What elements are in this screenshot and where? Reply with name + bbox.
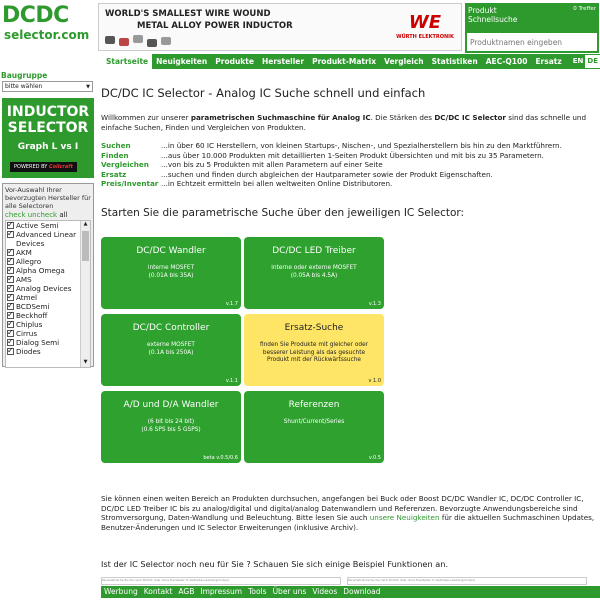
tile-version: v.1.1: [225, 378, 238, 384]
feature-text: ...von bis zu 5 Produkten mit allen Parametern auf einer Seite: [161, 160, 383, 169]
manufacturer-item[interactable]: [6, 338, 79, 347]
manufacturer-item[interactable]: [6, 347, 79, 356]
tile-dcdc-controller[interactable]: [101, 314, 241, 386]
feature-row: [101, 151, 600, 161]
nav-ersatz[interactable]: Ersatz: [535, 57, 562, 66]
manufacturer-item[interactable]: [6, 329, 79, 338]
description-text: [101, 494, 600, 532]
news-link[interactable]: unsere Neuigkeiten: [369, 513, 440, 522]
product-search-input[interactable]: [467, 33, 597, 51]
tile-version: v.0.5: [368, 455, 381, 461]
tile-title: DC/DC Controller: [132, 323, 210, 333]
checkbox[interactable]: [7, 249, 14, 256]
feature-text: ...in Echtzeit ermitteln bei allen weltweiten Online Distributoren.: [161, 179, 393, 188]
feature-row: [101, 170, 600, 180]
quick-search: [465, 3, 599, 53]
manufacturer-name: Chiplus: [16, 320, 43, 329]
manufacturer-name: Active Semi: [16, 221, 59, 230]
language-switch: [571, 55, 600, 68]
manufacturer-scrollbar[interactable]: [80, 221, 90, 367]
checkbox[interactable]: [7, 348, 14, 355]
manufacturer-name: Beckhoff: [16, 311, 48, 320]
tile-ad-da-wandler[interactable]: [101, 391, 241, 463]
tile-title: A/D und D/A Wandler: [123, 400, 219, 410]
example-thumbnail[interactable]: Parametrische Suche nach DC/DC (hier ohne Hersteller IC Getrieben-kartengründen): [101, 577, 341, 585]
nav-aec-q100[interactable]: AEC-Q100: [485, 57, 528, 66]
nav-statistiken[interactable]: Statistiken: [431, 57, 478, 66]
logo-line2: selector.com: [4, 28, 90, 42]
header: [0, 0, 600, 54]
sidebar: [0, 71, 96, 591]
manufacturer-list: [5, 220, 91, 368]
feature-row: [101, 141, 600, 151]
preselect-text: Vor-Auswahl Ihrer bevorzugten Hersteller für alle Selectoren: [5, 186, 91, 210]
tile-referenzen[interactable]: [244, 391, 384, 463]
main-nav: [102, 54, 600, 69]
hits-count: 0 Treffer: [573, 6, 596, 12]
tile-version: v.1.3: [368, 301, 381, 307]
manufacturer-item[interactable]: [6, 293, 79, 302]
checkbox[interactable]: [7, 258, 14, 265]
footer-videos[interactable]: Videos: [312, 587, 338, 596]
tile-version: beta v.0.5/0.6: [203, 455, 238, 461]
intro-part: Willkommen zur unserer: [101, 113, 191, 122]
examples-prompt: Ist der IC Selector noch neu für Sie ? Schauen Sie sich einige Beispiel Funktionen an.: [101, 559, 449, 569]
brand-mark: WE: [408, 12, 442, 33]
manufacturer-name: Diodes: [16, 347, 41, 356]
manufacturer-item[interactable]: [6, 302, 79, 311]
manufacturer-name: Cirrus: [16, 329, 38, 338]
site-logo[interactable]: [2, 4, 96, 52]
tile-subtitle: externe MOSFET (0.1A bis 250A): [147, 342, 195, 356]
nav-hersteller[interactable]: Hersteller: [261, 57, 305, 66]
tile-subtitle: interne oder externe MOSFET (0.05A bis 4.5A): [271, 265, 357, 279]
tile-dcdc-wandler[interactable]: [101, 237, 241, 309]
check-link[interactable]: check: [5, 211, 26, 219]
intro-part: sind das schnelle und einfache Suchen, Finden und Vergleichen von Produkten.: [101, 113, 587, 132]
manufacturer-item[interactable]: [6, 266, 79, 275]
feature-key: Suchen: [101, 141, 131, 150]
baugruppe-select-value: bitte wählen: [5, 83, 43, 90]
scroll-thumb[interactable]: [82, 231, 89, 261]
logo-line1: DCDC: [2, 3, 69, 28]
tile-subtitle: (6 bit bis 24 bit) (0.6 SPS bis 5 GSPS): [141, 419, 201, 433]
checkbox[interactable]: [7, 222, 14, 229]
checkbox[interactable]: [7, 330, 14, 337]
footer-tools[interactable]: Tools: [248, 587, 267, 596]
inductor-chips-image: [105, 34, 175, 48]
all-label: all: [59, 211, 68, 219]
nav-neuigkeiten[interactable]: Neuigkeiten: [156, 57, 208, 66]
lang-en[interactable]: EN: [572, 57, 584, 65]
manufacturer-item[interactable]: [6, 221, 79, 230]
tile-version: v.1.7: [225, 301, 238, 307]
coilcraft-badge: [10, 162, 77, 172]
feature-key: Ersatz: [101, 169, 127, 179]
feature-list: [101, 141, 600, 189]
manufacturer-name: Advanced Linear Devices: [16, 230, 77, 248]
footer-download[interactable]: Download: [343, 587, 381, 596]
tile-title: DC/DC Wandler: [136, 246, 206, 256]
lang-de[interactable]: DE: [585, 55, 600, 68]
checkbox[interactable]: [7, 294, 14, 301]
baugruppe-select[interactable]: [2, 81, 93, 92]
nav-produkt-matrix[interactable]: Produkt-Matrix: [312, 57, 377, 66]
tile-subtitle: Shunt/Current/Series: [283, 419, 345, 425]
nav-startseite[interactable]: Startseite: [102, 54, 152, 69]
inductor-line1: INDUCTOR: [6, 104, 90, 120]
scroll-up-icon[interactable]: ▲: [83, 221, 88, 227]
manufacturer-name: Analog Devices: [16, 284, 72, 293]
tile-subtitle: interne MOSFET (0.01A bis 35A): [147, 265, 195, 279]
feature-key: Finden: [101, 150, 129, 160]
description-part: für die aktuellen Suchmaschinen Updates, Benutzer-Änderungen und IC Selector Erweiterungen (inklusive Archiv).: [101, 513, 595, 532]
checkbox[interactable]: [7, 321, 14, 328]
manufacturer-item[interactable]: [6, 320, 79, 329]
selector-tiles: [101, 237, 384, 465]
checkbox[interactable]: [7, 312, 14, 319]
footer-impressum[interactable]: Impressum: [200, 587, 243, 596]
feature-key: Preis/Inventar: [101, 179, 159, 188]
footer-kontakt[interactable]: Kontakt: [143, 587, 173, 596]
tile-ersatz-suche[interactable]: [244, 314, 384, 386]
manufacturer-name: Atmel: [16, 293, 38, 302]
inductor-line3: Graph L vs I: [17, 142, 79, 152]
manufacturer-preselect: [2, 183, 94, 367]
chevron-down-icon: ▼: [86, 84, 90, 90]
feature-row: [101, 160, 600, 170]
selector-heading: Starten Sie die parametrische Suche über den jeweiligen IC Selector:: [101, 206, 465, 219]
intro-bold: DC/DC IC Selector: [434, 113, 506, 122]
tile-dcdc-led-treiber[interactable]: [244, 237, 384, 309]
intro-part: . Die Stärken des: [370, 113, 435, 122]
powered-by-label: POWERED BY: [14, 164, 48, 170]
checkbox[interactable]: [7, 285, 14, 292]
ad-banner[interactable]: [98, 3, 462, 51]
intro-bold: parametrischen Suchmaschine für Analog IC: [190, 113, 371, 122]
baugruppe-label: Baugruppe: [1, 71, 48, 80]
manufacturer-name: BCDSemi: [16, 302, 50, 311]
feature-text: ...suchen und finden durch abgleichen der Hautparameter sowie der Produkt Eigenschaften.: [161, 169, 493, 179]
manufacturer-item[interactable]: [6, 248, 79, 257]
banner-headline-1: WORLD'S SMALLEST WIRE WOUND: [105, 9, 271, 19]
manufacturer-name: AKM: [16, 248, 32, 257]
manufacturer-item[interactable]: [6, 284, 79, 293]
checkbox[interactable]: [7, 267, 14, 274]
feature-key: Vergleichen: [101, 160, 149, 169]
nav-produkte[interactable]: Produkte: [215, 57, 254, 66]
quick-search-label-1: Produkt: [468, 6, 497, 15]
feature-row: [101, 179, 600, 189]
checkbox[interactable]: [7, 339, 14, 346]
quick-search-label: [468, 6, 517, 24]
coilcraft-name: Coilcraft: [48, 164, 73, 170]
example-thumbnails: [101, 577, 600, 585]
footer-nav: [101, 586, 600, 598]
inductor-line2: SELECTOR: [7, 120, 89, 136]
manufacturer-item[interactable]: [6, 257, 79, 266]
tile-subtitle: finden Sie Produkte mit gleicher oder besserer Leistung als das gesuchte Produkt mit der Rückwärtssuche: [259, 342, 369, 363]
manufacturer-name: Dialog Semi: [16, 338, 60, 347]
tile-title: Ersatz-Suche: [284, 323, 344, 333]
tile-title: Referenzen: [288, 400, 340, 410]
intro-text: [101, 113, 600, 132]
quick-search-label-2: Schnellsuche: [468, 15, 518, 24]
checkbox[interactable]: [7, 303, 14, 310]
footer-agb[interactable]: AGB: [178, 587, 195, 596]
footer-werbung[interactable]: Werbung: [104, 587, 138, 596]
checkbox[interactable]: [7, 276, 14, 283]
feature-text: ...aus über 10.000 Produkten mit detaillierten 1-Seiten Produkt Übersichten und mit bis zu 35 Parametern.: [161, 150, 544, 160]
nav-vergleich[interactable]: Vergleich: [384, 57, 424, 66]
page-title: DC/DC IC Selector - Analog IC Suche schnell und einfach: [101, 86, 426, 100]
manufacturer-item[interactable]: [6, 311, 79, 320]
checkbox[interactable]: [7, 231, 14, 238]
manufacturer-item[interactable]: [6, 230, 79, 248]
uncheck-link[interactable]: uncheck: [27, 211, 58, 219]
description-part: Sie können einen weiten Bereich an Produkten durchsuchen, angefangen bei Buck oder Boost DC/DC Wandler IC, DC/DC Controller IC, DC/DC LED Treiber IC bis zu analog/digital und digital/analog Datenwandlern und Referenzen. Bevorzugte Anwendungsbereiche sind Stromversorgung, Daten-Wandlung und Beleuchtung. Bitte lesen Sie auch: [101, 494, 584, 522]
example-thumbnail[interactable]: Parametrische Suche nach DC/DC (hier ohne Hersteller IC Getrieben-kartengründen): [347, 577, 587, 585]
manufacturer-item[interactable]: [6, 275, 79, 284]
brand-name: WÜRTH ELEKTRONIK: [396, 34, 454, 40]
tile-version: v 1.0: [368, 378, 381, 384]
manufacturer-name: Alpha Omega: [16, 266, 65, 275]
wurth-logo: [393, 12, 457, 48]
footer-ueber-uns[interactable]: Über uns: [272, 587, 307, 596]
manufacturer-name: Allegro: [16, 257, 42, 266]
banner-headline-2: METAL ALLOY POWER INDUCTOR: [137, 21, 293, 31]
manufacturer-name: AMS: [16, 275, 32, 284]
tile-title: DC/DC LED Treiber: [272, 246, 356, 256]
main-content: [101, 86, 600, 219]
feature-text: ...in über 60 IC Herstellern, von kleinen Startups-, Nischen-, und Spezialherstellern bis hin zu den Marktführern.: [161, 141, 562, 150]
scroll-down-icon[interactable]: ▼: [83, 359, 88, 365]
inductor-selector-ad[interactable]: [2, 98, 94, 178]
check-uncheck-bar: [5, 210, 91, 220]
